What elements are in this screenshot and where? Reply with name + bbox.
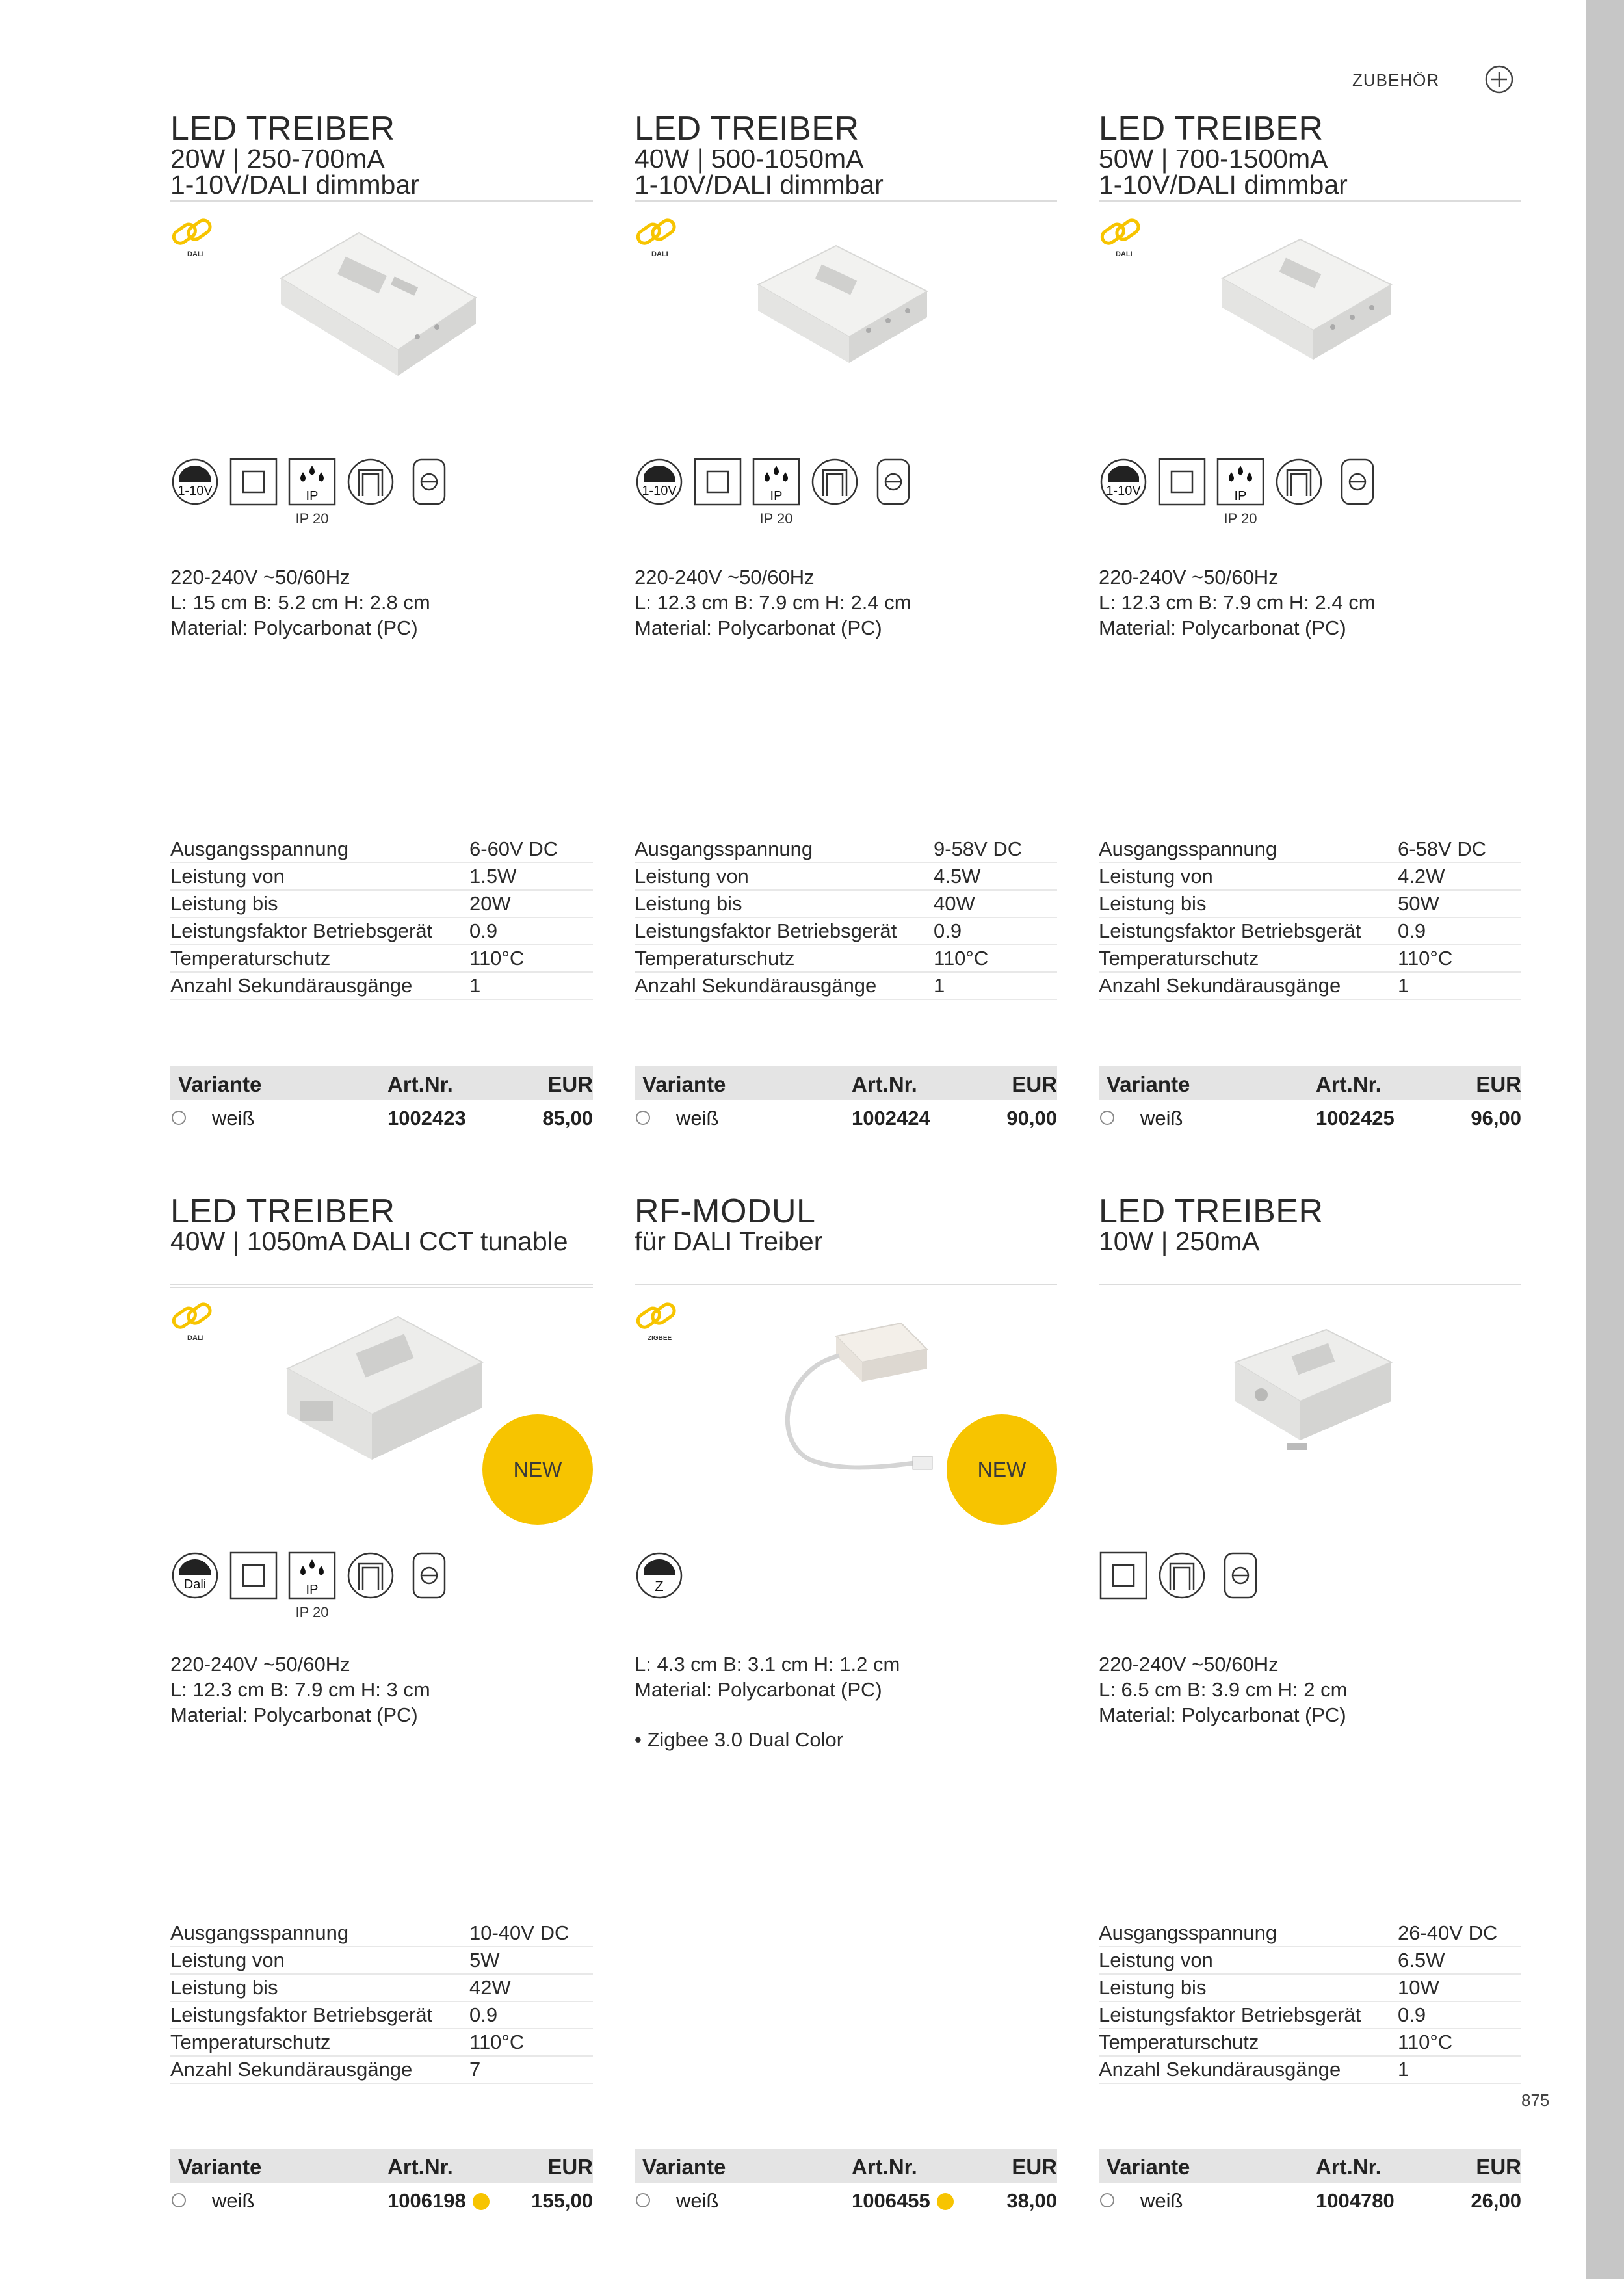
spec-value: 10W <box>1398 1974 1521 2001</box>
desc-line: L: 12.3 cm B: 7.9 cm H: 3 cm <box>170 1678 430 1701</box>
price: 90,00 <box>1006 1107 1057 1129</box>
variant-radio[interactable] <box>1100 2193 1114 2207</box>
price: 38,00 <box>1006 2189 1057 2212</box>
spec-label: Leistung bis <box>1099 1974 1398 2001</box>
product-subtitle: 10W | 250mA <box>1099 1226 1260 1256</box>
product-description <box>635 564 1057 640</box>
spec-value: 110°C <box>1398 945 1521 972</box>
dali-badge-text: DALI <box>651 250 668 258</box>
spec-row <box>170 972 593 999</box>
desc-line: L: 12.3 cm B: 7.9 cm H: 2.4 cm <box>635 591 911 614</box>
variant-radio[interactable] <box>172 2193 186 2207</box>
page-number: 875 <box>1521 2090 1550 2110</box>
spec-label: Leistungsfaktor Betriebsgerät <box>1099 917 1398 945</box>
protection-class-icon <box>1157 457 1207 507</box>
spec-label: Temperaturschutz <box>170 2029 469 2056</box>
order-row <box>170 2183 593 2217</box>
product-heading <box>1099 1192 1521 1285</box>
col-variante: Variante <box>642 2155 726 2179</box>
order-table <box>170 2149 593 2217</box>
spec-label: Leistungsfaktor Betriebsgerät <box>635 917 934 945</box>
spec-row <box>635 863 1057 890</box>
variant-radio[interactable] <box>172 1111 186 1125</box>
spec-row <box>170 1920 593 1947</box>
product-subtitle: 40W | 500-1050mA <box>635 144 864 174</box>
mounting-surface-icon <box>1157 1551 1207 1600</box>
spec-row <box>170 1947 593 1974</box>
spec-row <box>1099 863 1521 890</box>
spec-value: 110°C <box>469 2029 593 2056</box>
spec-value: 110°C <box>469 945 593 972</box>
spec-value: 20W <box>469 890 593 917</box>
desc-line: Material: Polycarbonat (PC) <box>1099 616 1346 639</box>
order-row <box>1099 1100 1521 1134</box>
order-table-header <box>1099 2149 1521 2183</box>
spec-row <box>170 1974 593 2001</box>
dimmable-1-10v-icon <box>170 457 220 507</box>
desc-line: Material: Polycarbonat (PC) <box>170 616 418 639</box>
ip-label: IP <box>306 1583 319 1597</box>
protection-class-icon <box>229 457 278 507</box>
col-art-nr: Art.Nr. <box>1316 1072 1382 1096</box>
col-variante: Variante <box>1107 1072 1190 1096</box>
product-heading <box>1099 109 1521 202</box>
product-heading <box>170 109 593 202</box>
spec-value: 7 <box>469 2056 593 2083</box>
page-edge-tab <box>1586 0 1624 2279</box>
order-table <box>170 1066 593 1134</box>
product-subtitle: 50W | 700-1500mA <box>1099 144 1328 174</box>
product-title: LED TREIBER <box>170 110 395 148</box>
spec-label: Leistung bis <box>1099 890 1398 917</box>
dali-icon <box>635 213 687 259</box>
spec-label: Anzahl Sekundärausgänge <box>635 972 934 999</box>
ip-rating-icon <box>287 457 337 527</box>
spec-row <box>635 917 1057 945</box>
spec-row <box>170 945 593 972</box>
spec-row <box>170 2029 593 2056</box>
variant-name: weiß <box>676 1107 719 1129</box>
desc-line: Material: Polycarbonat (PC) <box>635 1678 882 1701</box>
independent-driver-icon <box>1333 457 1382 507</box>
spec-row <box>1099 945 1521 972</box>
spec-label: Anzahl Sekundärausgänge <box>1099 2056 1398 2083</box>
article-number <box>387 2189 490 2213</box>
spec-row <box>170 2001 593 2029</box>
col-eur: EUR <box>1476 1072 1521 1096</box>
product-description <box>170 564 593 640</box>
ip-caption: IP 20 <box>1224 510 1257 527</box>
dali-icon <box>170 1297 222 1343</box>
col-eur: EUR <box>1012 1072 1057 1096</box>
product-subtitle: 1-10V/DALI dimmbar <box>635 170 884 200</box>
desc-line: Material: Polycarbonat (PC) <box>170 1704 418 1726</box>
new-item-dot-icon <box>937 2193 954 2210</box>
product-description <box>1099 564 1521 640</box>
spec-row <box>170 890 593 917</box>
spec-value: 4.2W <box>1398 863 1521 890</box>
heading-rule <box>170 1193 593 1288</box>
spec-value: 1 <box>1398 972 1521 999</box>
protection-class-icon <box>693 457 742 507</box>
order-table-header <box>1099 1066 1521 1100</box>
product-card <box>1099 109 1521 1129</box>
spec-row <box>1099 2029 1521 2056</box>
product-subtitle: für DALI Treiber <box>635 1226 823 1256</box>
mounting-surface-icon <box>346 1551 395 1600</box>
led-driver-image <box>732 220 966 402</box>
col-eur: EUR <box>1012 2155 1057 2179</box>
variant-name: weiß <box>212 1107 255 1129</box>
order-row <box>635 1100 1057 1134</box>
variant-name: weiß <box>212 2189 255 2212</box>
spec-row <box>1099 1974 1521 2001</box>
spec-value: 0.9 <box>469 2001 593 2029</box>
new-badge: NEW <box>482 1414 593 1525</box>
product-heading <box>635 1192 1057 1285</box>
article-number: 1002424 <box>852 1107 930 1129</box>
ip-label: IP <box>770 489 783 503</box>
spec-label: Leistung von <box>170 863 469 890</box>
col-eur: EUR <box>547 1072 593 1096</box>
product-subtitle: 20W | 250-700mA <box>170 144 385 174</box>
col-art-nr: Art.Nr. <box>852 2155 917 2179</box>
col-eur: EUR <box>547 2155 593 2179</box>
product-card <box>635 109 1057 1129</box>
spec-row <box>635 972 1057 999</box>
spec-value: 9-58V DC <box>934 836 1057 863</box>
desc-line: L: 6.5 cm B: 3.9 cm H: 2 cm <box>1099 1678 1348 1701</box>
product-heading <box>635 109 1057 202</box>
order-table <box>635 2149 1057 2217</box>
desc-line: Material: Polycarbonat (PC) <box>635 616 882 639</box>
spec-label: Temperaturschutz <box>170 945 469 972</box>
spec-label: Temperaturschutz <box>635 945 934 972</box>
price: 26,00 <box>1471 2189 1521 2212</box>
spec-label: Leistung bis <box>170 1974 469 2001</box>
led-driver-image <box>1196 1304 1430 1486</box>
ip-caption: IP 20 <box>295 1604 329 1620</box>
spec-label: Leistung von <box>1099 1947 1398 1974</box>
ip-rating-icon <box>287 1551 337 1620</box>
dali-badge-text: DALI <box>1116 250 1133 258</box>
spec-row <box>1099 1920 1521 1947</box>
spec-value: 6-60V DC <box>469 836 593 863</box>
feature-icons <box>1099 1551 1265 1622</box>
spec-value: 6-58V DC <box>1398 836 1521 863</box>
spec-label: Ausgangsspannung <box>170 836 469 863</box>
spec-label: Anzahl Sekundärausgänge <box>170 972 469 999</box>
plus-circle-icon[interactable] <box>1485 65 1513 94</box>
order-row <box>170 1100 593 1134</box>
product-subtitle: 40W | 1050mA DALI CCT tunable <box>170 1226 568 1256</box>
order-table-header <box>635 2149 1057 2183</box>
spec-row <box>170 863 593 890</box>
desc-line: L: 12.3 cm B: 7.9 cm H: 2.4 cm <box>1099 591 1376 614</box>
variant-name: weiß <box>676 2189 719 2212</box>
feature-icons <box>1099 457 1382 529</box>
dim-label: 1-10V <box>177 484 213 498</box>
spec-value: 0.9 <box>1398 2001 1521 2029</box>
dali-icon <box>1099 213 1151 259</box>
independent-driver-icon <box>1216 1551 1265 1600</box>
product-description <box>170 1652 593 1728</box>
led-driver-image <box>268 220 502 402</box>
product-title: LED TREIBER <box>170 1192 395 1230</box>
spec-label: Ausgangsspannung <box>1099 1920 1398 1947</box>
spec-value: 5W <box>469 1947 593 1974</box>
spec-row <box>1099 836 1521 863</box>
independent-driver-icon <box>869 457 918 507</box>
spec-label: Temperaturschutz <box>1099 2029 1398 2056</box>
spec-label: Leistungsfaktor Betriebsgerät <box>1099 2001 1398 2029</box>
variant-name: weiß <box>1140 2189 1183 2212</box>
article-number <box>852 2189 954 2213</box>
section-label: ZUBEHÖR <box>1352 70 1440 90</box>
order-table-header <box>635 1066 1057 1100</box>
product-title: RF-MODUL <box>635 1192 816 1230</box>
product-title: LED TREIBER <box>1099 1192 1324 1230</box>
desc-line: Material: Polycarbonat (PC) <box>1099 1704 1346 1726</box>
dim-label: Z <box>655 1578 664 1594</box>
spec-value: 50W <box>1398 890 1521 917</box>
spec-value: 110°C <box>934 945 1057 972</box>
spec-label: Ausgangsspannung <box>170 1920 469 1947</box>
dim-label: 1-10V <box>1106 484 1141 498</box>
product-card <box>1099 1192 1521 2212</box>
price: 85,00 <box>542 1107 593 1129</box>
spec-value: 1 <box>469 972 593 999</box>
order-table-header <box>170 2149 593 2183</box>
spec-row <box>1099 890 1521 917</box>
protection-class-icon <box>1099 1551 1148 1600</box>
spec-label: Ausgangsspannung <box>635 836 934 863</box>
led-driver-image <box>1196 220 1430 402</box>
mounting-surface-icon <box>810 457 859 507</box>
feature-icons <box>170 1551 454 1622</box>
product-subtitle: 1-10V/DALI dimmbar <box>170 170 419 200</box>
spec-row <box>635 945 1057 972</box>
feature-icons <box>635 1551 684 1622</box>
spec-row <box>1099 2001 1521 2029</box>
col-variante: Variante <box>178 2155 262 2179</box>
col-variante: Variante <box>1107 2155 1190 2179</box>
spec-label: Leistung bis <box>170 890 469 917</box>
ip-label: IP <box>306 489 319 503</box>
product-title: LED TREIBER <box>635 110 859 148</box>
zigbee-badge-text: ZIGBEE <box>648 1335 672 1342</box>
spec-value: 40W <box>934 890 1057 917</box>
dimmable-1-10v-icon <box>635 457 684 507</box>
order-table <box>635 1066 1057 1134</box>
desc-line: 220-240V ~50/60Hz <box>1099 1653 1279 1676</box>
new-item-dot-icon <box>473 2193 490 2210</box>
spec-label: Leistungsfaktor Betriebsgerät <box>170 2001 469 2029</box>
product-description <box>1099 1652 1521 1728</box>
desc-line: L: 15 cm B: 5.2 cm H: 2.8 cm <box>170 591 430 614</box>
col-art-nr: Art.Nr. <box>387 1072 453 1096</box>
spec-label: Leistung von <box>170 1947 469 1974</box>
new-badge: NEW <box>947 1414 1057 1525</box>
col-art-nr: Art.Nr. <box>852 1072 917 1096</box>
feature-icons <box>170 457 454 529</box>
specs-table <box>635 836 1057 1000</box>
desc-line: 220-240V ~50/60Hz <box>170 1653 350 1676</box>
dimmable-zigbee-icon <box>635 1551 684 1600</box>
dim-label: 1-10V <box>642 484 677 498</box>
ip-rating-icon <box>752 457 801 527</box>
feature-bullet: • Zigbee 3.0 Dual Color <box>635 1728 844 1751</box>
price: 155,00 <box>531 2189 593 2212</box>
dali-badge-text: DALI <box>187 250 204 258</box>
col-eur: EUR <box>1476 2155 1521 2179</box>
col-variante: Variante <box>178 1072 262 1096</box>
spec-value: 10-40V DC <box>469 1920 593 1947</box>
col-art-nr: Art.Nr. <box>387 2155 453 2179</box>
order-table-header <box>170 1066 593 1100</box>
product-title: LED TREIBER <box>1099 110 1324 148</box>
spec-row <box>170 836 593 863</box>
spec-value: 1 <box>1398 2056 1521 2083</box>
spec-label: Anzahl Sekundärausgänge <box>170 2056 469 2083</box>
specs-table <box>1099 836 1521 1000</box>
product-card <box>170 1192 593 2212</box>
spec-row <box>1099 972 1521 999</box>
product-card <box>170 109 593 1129</box>
spec-value: 110°C <box>1398 2029 1521 2056</box>
price: 96,00 <box>1471 1107 1521 1129</box>
zigbee-icon <box>635 1297 687 1343</box>
desc-line: 220-240V ~50/60Hz <box>635 566 815 588</box>
specs-table <box>1099 1920 1521 2084</box>
led-driver-image <box>268 1304 502 1486</box>
order-row <box>635 2183 1057 2217</box>
spec-label: Ausgangsspannung <box>1099 836 1398 863</box>
product-card <box>635 1192 1057 2212</box>
spec-value: 1 <box>934 972 1057 999</box>
spec-value: 6.5W <box>1398 1947 1521 1974</box>
independent-driver-icon <box>404 457 454 507</box>
desc-line: 220-240V ~50/60Hz <box>170 566 350 588</box>
article-number: 1002423 <box>387 1107 466 1129</box>
article-number-text: 1006455 <box>852 2189 930 2212</box>
variant-radio[interactable] <box>636 1111 650 1125</box>
order-table <box>1099 1066 1521 1134</box>
spec-row <box>170 917 593 945</box>
col-variante: Variante <box>642 1072 726 1096</box>
spec-value: 4.5W <box>934 863 1057 890</box>
spec-label: Leistung von <box>635 863 934 890</box>
product-description <box>635 1652 1057 1752</box>
variant-radio[interactable] <box>1100 1111 1114 1125</box>
dim-label: Dali <box>183 1577 207 1592</box>
spec-label: Temperaturschutz <box>1099 945 1398 972</box>
variant-radio[interactable] <box>636 2193 650 2207</box>
spec-row <box>1099 2056 1521 2083</box>
col-art-nr: Art.Nr. <box>1316 2155 1382 2179</box>
ip-rating-icon <box>1216 457 1265 527</box>
spec-row <box>1099 917 1521 945</box>
spec-value: 26-40V DC <box>1398 1920 1521 1947</box>
spec-row <box>170 2056 593 2083</box>
dimmable-dali-icon <box>170 1551 220 1600</box>
product-subtitle: 1-10V/DALI dimmbar <box>1099 170 1348 200</box>
order-row <box>1099 2183 1521 2217</box>
spec-label: Anzahl Sekundärausgänge <box>1099 972 1398 999</box>
spec-value: 0.9 <box>1398 917 1521 945</box>
spec-row <box>1099 1947 1521 1974</box>
article-number-text: 1006198 <box>387 2189 466 2212</box>
specs-table <box>170 836 593 1000</box>
desc-line: L: 4.3 cm B: 3.1 cm H: 1.2 cm <box>635 1653 900 1676</box>
ip-label: IP <box>1234 489 1247 503</box>
protection-class-icon <box>229 1551 278 1600</box>
ip-caption: IP 20 <box>295 510 329 527</box>
specs-table <box>170 1920 593 2084</box>
spec-label: Leistungsfaktor Betriebsgerät <box>170 917 469 945</box>
variant-name: weiß <box>1140 1107 1183 1129</box>
spec-value: 0.9 <box>934 917 1057 945</box>
feature-icons <box>635 457 918 529</box>
spec-row <box>635 836 1057 863</box>
spec-row <box>635 890 1057 917</box>
spec-label: Leistung bis <box>635 890 934 917</box>
independent-driver-icon <box>404 1551 454 1600</box>
order-table <box>1099 2149 1521 2217</box>
spec-value: 0.9 <box>469 917 593 945</box>
article-number: 1004780 <box>1316 2189 1395 2212</box>
spec-value: 42W <box>469 1974 593 2001</box>
desc-line: 220-240V ~50/60Hz <box>1099 566 1279 588</box>
spec-value: 1.5W <box>469 863 593 890</box>
spec-label: Leistung von <box>1099 863 1398 890</box>
dali-icon <box>170 213 222 259</box>
ip-caption: IP 20 <box>759 510 793 527</box>
mounting-surface-icon <box>346 457 395 507</box>
dimmable-1-10v-icon <box>1099 457 1148 507</box>
article-number: 1002425 <box>1316 1107 1395 1129</box>
dali-badge-text: DALI <box>187 1334 204 1342</box>
mounting-surface-icon <box>1274 457 1324 507</box>
